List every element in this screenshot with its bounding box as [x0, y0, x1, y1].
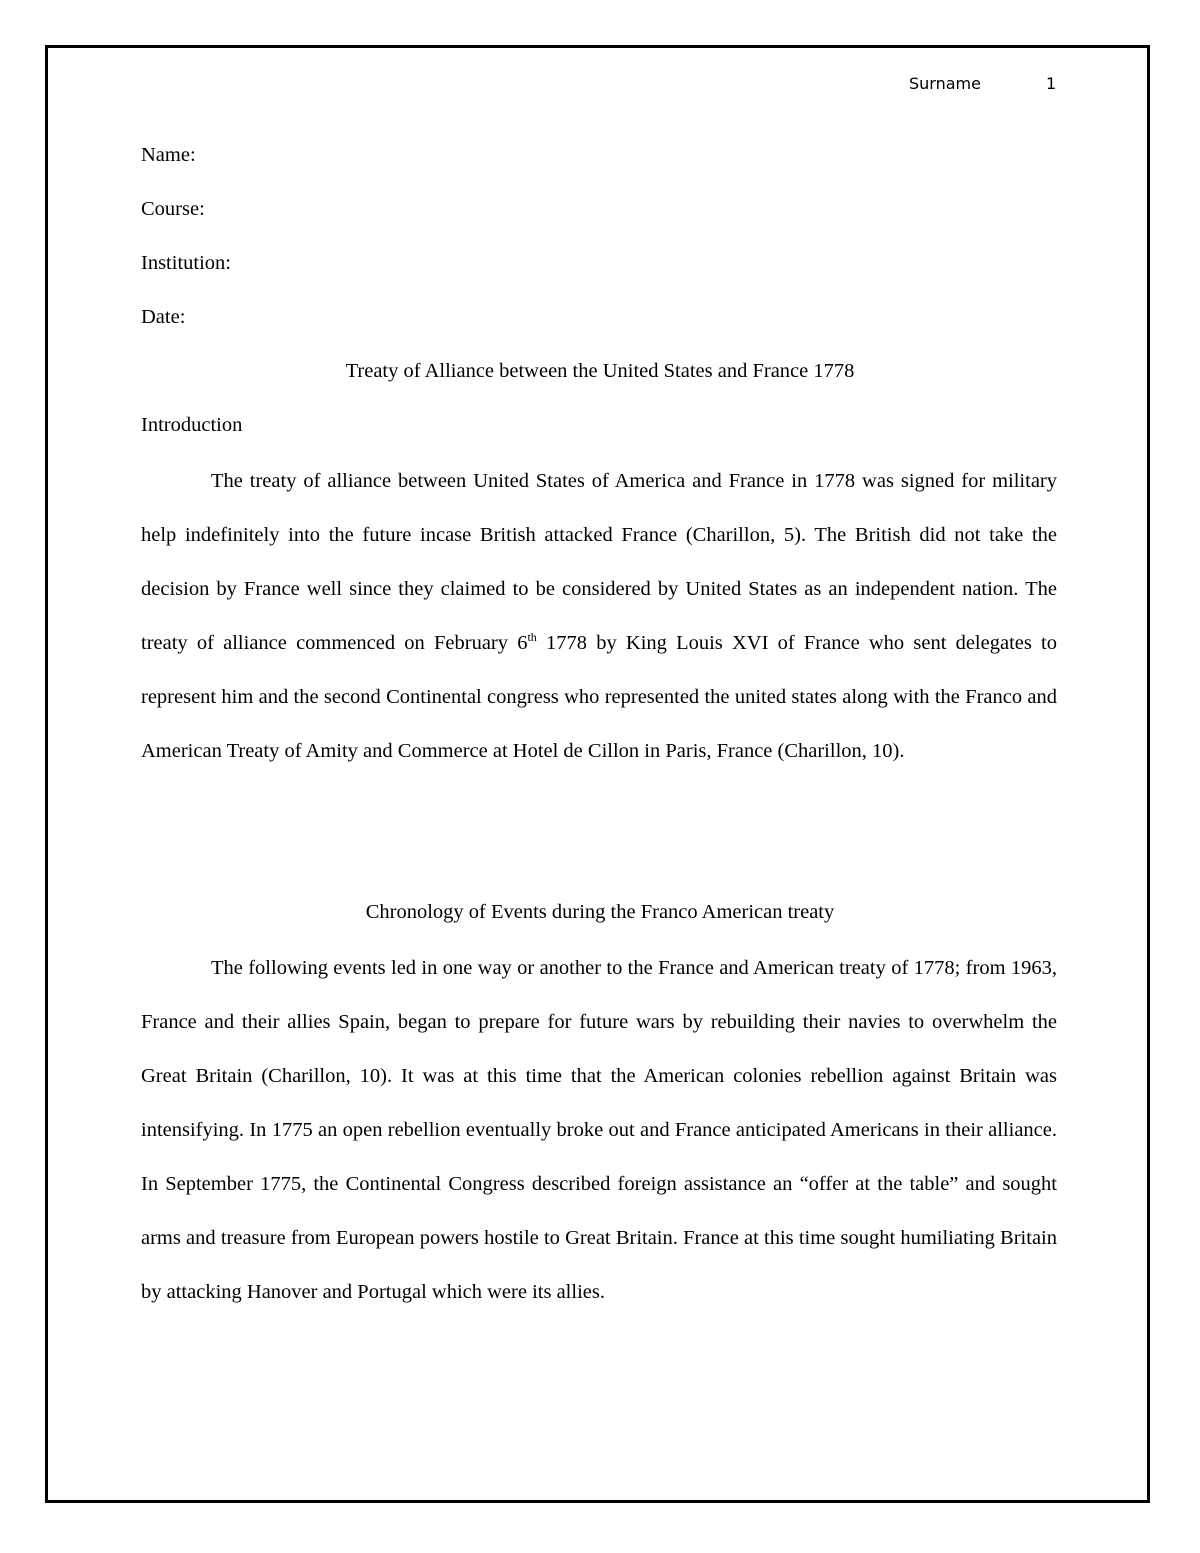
chronology-paragraph: The following events led in one way or another to the France and American treaty of 1778; from 1963, France and their allies Spain, began to prepare for future wars by rebuilding their navies to overwhelm the Great Britain (Charillon, 10). It was at this time that the American colonies rebellion against Britain was intensifying. In 1775 an open rebellion eventually broke out and France anticipated Americans in their alliance. In September 1775, the Continental Congress described foreign assistance an “offer at the table” and sought arms and treasure from European powers hostile to Great Britain. France at this time sought humiliating Britain by attacking Hanover and Portugal which were its allies. [141, 957, 1057, 1303]
introduction-heading: Introduction [141, 414, 243, 436]
date-field: Date: [141, 306, 186, 328]
course-field: Course: [141, 198, 205, 220]
intro-text-part1: The treaty of alliance between United States of America and France in 1778 was signed for military help indefinitely into the future incase British attacked France (Charillon, 5). The British did not take the decision by France well since they claimed to be considered by United States as an independent nation. The treaty of alliance commenced on February 6 [141, 470, 1057, 654]
chronology-heading: Chronology of Events during the Franco American treaty [365, 901, 835, 923]
intro-text-part2: 1778 by King Louis XVI of France who sent delegates to represent him and the second Continental congress who represented the united states along with the Franco and American Treaty of Amity and Commerce at Hotel de Cillon in Paris, France (Charillon, 10). [141, 632, 1057, 762]
document-title: Treaty of Alliance between the United States and France 1778 [345, 360, 855, 382]
institution-field: Institution: [141, 252, 231, 274]
ordinal-suffix: th [527, 630, 537, 644]
name-field: Name: [141, 144, 196, 166]
running-header [0, 74, 1200, 98]
header-surname: Surname [909, 74, 981, 93]
introduction-paragraph [141, 454, 1057, 778]
page-number: 1 [1046, 74, 1057, 93]
